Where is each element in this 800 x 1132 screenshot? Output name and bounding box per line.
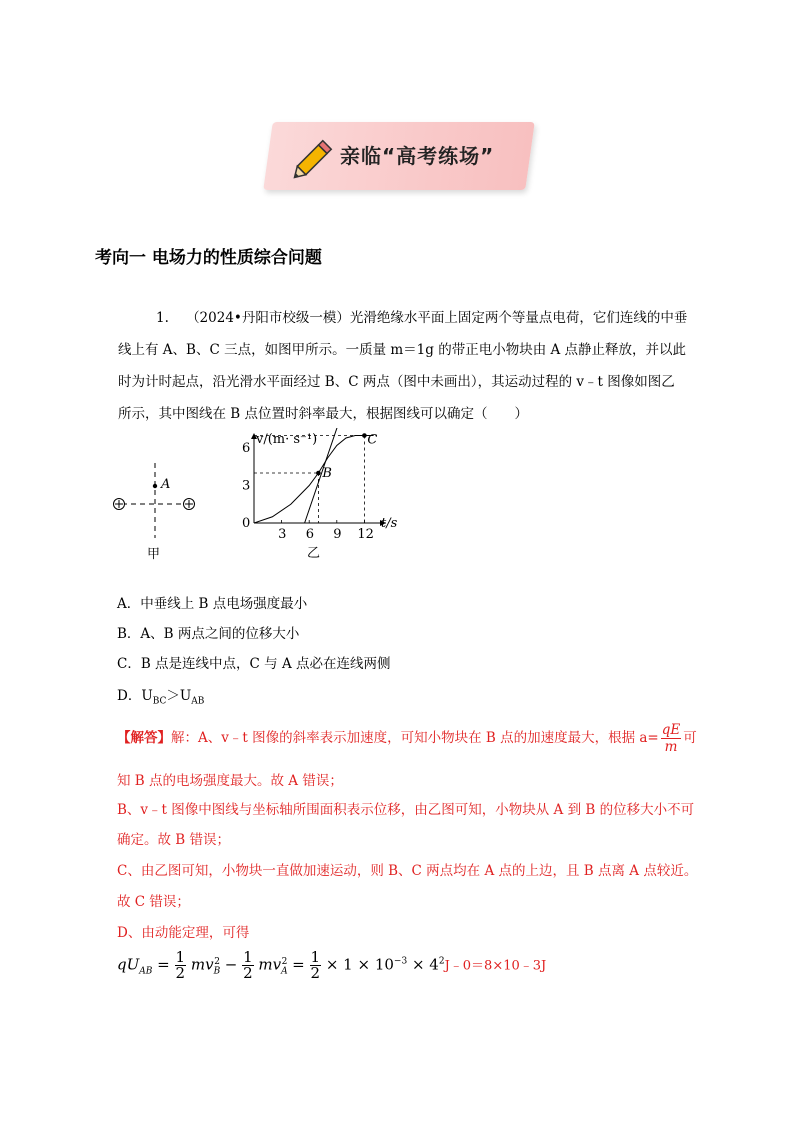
option-d: D．$U_{BC}>U_{AB}$	[117, 688, 205, 707]
option-c: C．B 点是连线中点，C 与 A 点必在连线两侧	[117, 656, 391, 672]
question-line-2: 线上有 A、B、C 三点，如图甲所示。一质量 m＝1g 的带正电小物块由 A 点静止释放，并以此	[118, 342, 687, 358]
answer-line-3: B、v﹣t 图像中图线与坐标轴所围面积表示位移，由乙图可知，小物块从 A 到 B 的位移大小不可	[117, 802, 695, 818]
pencil-icon	[290, 132, 340, 182]
point-b-label: B	[322, 466, 332, 481]
equation-result: J﹣0＝8×10﹣3J	[444, 958, 547, 974]
y-axis-label: v/(m· s⁻¹)	[256, 432, 318, 447]
x-tick-label-9: 9	[333, 527, 342, 542]
x-tick-label-6: 6	[305, 527, 314, 542]
figure-yi-caption: 乙	[307, 546, 321, 561]
question-line-3: 时为计时起点，沿光滑水平面经过 B、C 两点（图中未画出），其运动过程的 v﹣t 图像如图乙	[118, 374, 675, 390]
figure-jia-caption: 甲	[147, 547, 161, 562]
answer-line-1: 【解答】解：A、v﹣t 图像的斜率表示加速度，可知小物块在 B 点的加速度最大，根据 a= $\frac{qE}{m}$ 可	[117, 722, 697, 755]
answer-line-6: 故 C 错误；	[117, 894, 190, 910]
fraction-qe-over-m: $\frac{qE}{m}$	[661, 722, 681, 755]
point-a	[153, 484, 157, 488]
question-number: 1.	[156, 310, 169, 326]
answer-tag: 【解答】	[117, 730, 171, 746]
energy-equation: $qU_{AB}$ = $\frac{1}{2}$ $mv_B^2$ − $\frac{1}{2}$ $mv_A^2$ = $\frac{1}{2}$ × $1 \times 10^{-3}$ × $4^2J﹣0=8\times 10﹣3J$	[117, 948, 547, 982]
question-text	[118, 302, 708, 430]
answer-line-4: 确定。故 B 错误；	[117, 832, 231, 848]
charge-left	[114, 499, 125, 510]
answer-line-5: C、由乙图可知，小物块一直做加速运动，则 B、C 两点均在 A 点的上边，且 B 点离 A 点较近。	[117, 863, 698, 879]
y-tick-label-6: 6	[242, 441, 251, 456]
x-tick-label-12: 12	[357, 527, 374, 542]
answer-line-7: D、由动能定理，可得	[117, 925, 250, 941]
x-axis-label: t/s	[381, 516, 398, 531]
question-line-1: 1. （2024•丹阳市校级一模）光滑绝缘水平面上固定两个等量点电荷，它们连线的中垂	[156, 310, 688, 326]
option-b: B．A、B 两点之间的位移大小	[117, 626, 300, 642]
question-line-4: 所示，其中图线在 B 点位置时斜率最大，根据图线可以确定（ ）	[118, 406, 529, 422]
point-a-label: A	[161, 477, 171, 492]
x-tick-label-3: 3	[278, 527, 287, 542]
section-title: 考向一 电场力的性质综合问题	[95, 248, 322, 268]
answer-line-2: 知 B 点的电场强度最大。故 A 错误；	[117, 773, 343, 789]
point-b	[316, 471, 321, 476]
figure-yi-chart	[228, 428, 408, 563]
charge-right	[184, 499, 195, 510]
point-c-label: C	[367, 432, 378, 448]
option-a: A．中垂线上 B 点电场强度最小	[117, 596, 308, 612]
y-tick-label-3: 3	[242, 478, 251, 494]
banner-title: 亲临“高考练场”	[340, 144, 495, 168]
point-c	[362, 433, 367, 438]
vt-curve-line	[254, 436, 374, 524]
y-tick-label-0: 0	[242, 516, 251, 531]
figure-jia	[108, 458, 208, 568]
